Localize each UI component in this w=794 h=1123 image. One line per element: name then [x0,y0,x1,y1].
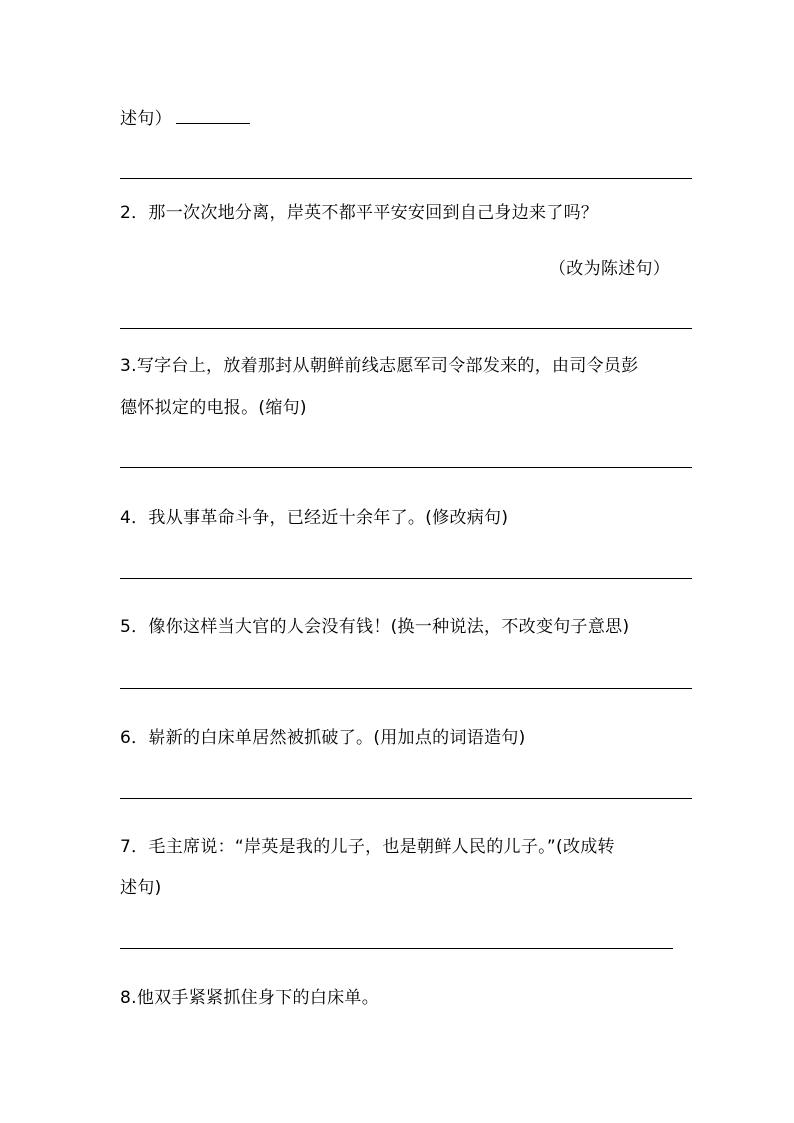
answer-line-4[interactable] [120,578,692,579]
question-7-line-1: 7．毛主席说：“岸英是我的儿子，也是朝鲜人民的儿子。”(改成转 [120,837,615,857]
question-5-text: 5．像你这样当大官的人会没有钱！(换一种说法，不改变句子意思) [120,617,630,637]
answer-line-5[interactable] [120,688,692,689]
question-3-line-2: 德怀拟定的电报。(缩句) [120,398,307,418]
answer-line-7[interactable] [120,948,673,949]
question-8-text: 8.他双手紧紧抓住身下的白床单。 [120,988,380,1008]
question-4-text: 4．我从事革命斗争，已经近十余年了。(修改病句) [120,508,509,528]
question-3-line-1: 3.写字台上，放着那封从朝鲜前线志愿军司令部发来的，由司令员彭 [120,356,639,376]
question-1-cont-text: 述句） [120,109,172,129]
question-7-line-2: 述句) [120,878,162,898]
answer-line-2[interactable] [120,328,692,329]
question-1-continuation [120,107,250,130]
question-6-text: 6．崭新的白床单居然被抓破了。(用加点的词语造句) [120,728,526,748]
answer-line-3[interactable] [120,467,692,468]
question-2-text: 2．那一次次地分离，岸英不都平平安安回到自己身边来了吗？ [120,203,599,223]
question-1-short-blank[interactable] [176,107,250,124]
question-2-instruction: （改为陈述句） [549,259,671,279]
answer-line-1[interactable] [120,178,692,179]
answer-line-6[interactable] [120,798,692,799]
